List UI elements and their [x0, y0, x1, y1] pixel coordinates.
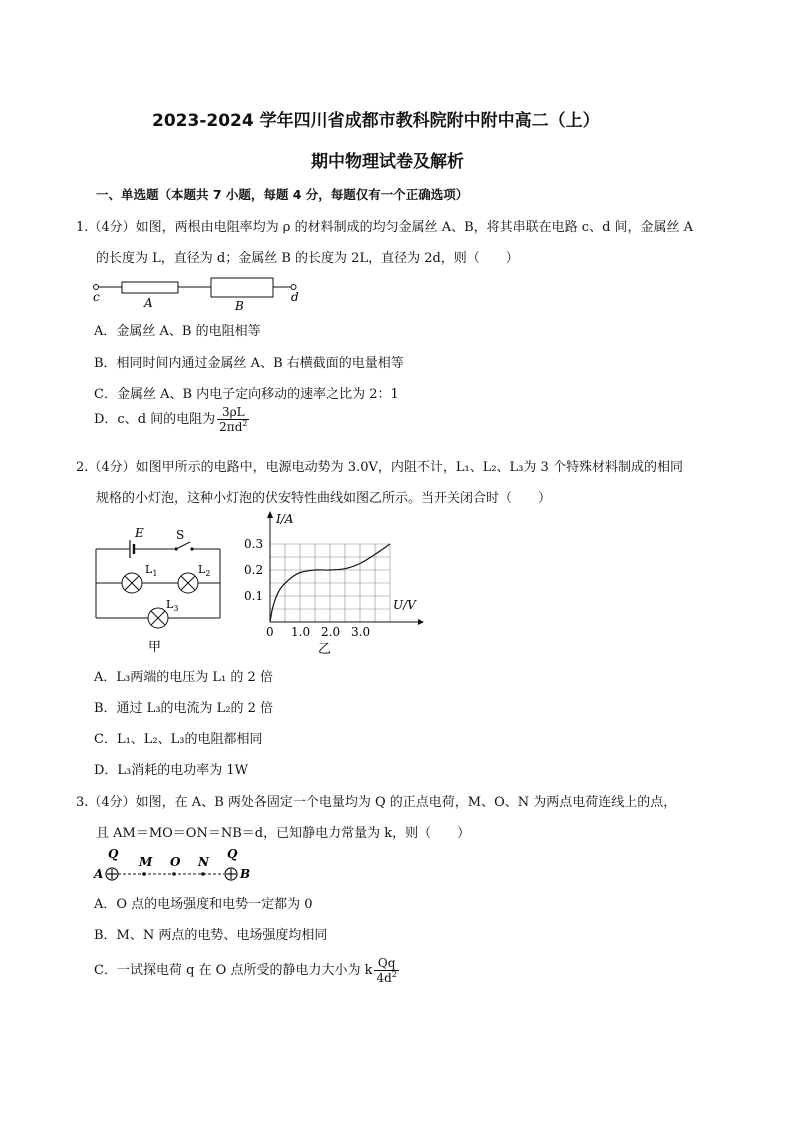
q3-option-a: A．O 点的电场强度和电势一定都为 0 — [94, 897, 313, 912]
y-axis-label: I/A — [276, 512, 294, 526]
q3-charge-figure — [90, 845, 260, 885]
q2-stem-line1: 2.（4分）如图甲所示的电路中，电源电动势为 3.0V，内阻不计，L₁、L₂、L₃为 3 个特殊材料制成的相同 — [76, 460, 683, 475]
q1-option-d-text: D．c、d 间的电阻为 — [94, 412, 216, 428]
q1-wire-figure — [88, 274, 308, 314]
y-tick-label: 0.3 — [244, 537, 264, 551]
label-m: M — [139, 855, 153, 869]
q3-stem-line2: 且 AM＝MO＝ON＝NB＝d，已知静电力常量为 k，则（ ） — [96, 826, 471, 841]
y-axis-arrow — [267, 511, 273, 518]
label-e: E — [135, 526, 144, 540]
x-axis-arrow — [418, 619, 424, 625]
label-b: B — [235, 299, 244, 313]
q1-stem-line2: 的长度为 L，直径为 d；金属丝 B 的长度为 2L，直径为 2d，则（ ） — [96, 251, 519, 266]
label-a: A — [94, 867, 104, 881]
label-l1: $L_1$ — [145, 563, 158, 578]
x-tick-label: 1.0 — [291, 625, 311, 639]
label-l2: $L_2$ — [198, 563, 211, 578]
q2-iv-graph — [240, 506, 430, 656]
point-m — [142, 872, 146, 876]
caption-yi: 乙 — [318, 642, 332, 656]
x-tick-label: 2.0 — [321, 625, 341, 639]
q3-option-b: B．M、N 两点的电势、电场强度均相同 — [94, 928, 328, 943]
wire-a-resistor — [122, 282, 178, 293]
label-q-left: Q — [108, 847, 119, 861]
label-o: O — [170, 855, 181, 869]
page-subtitle: 期中物理试卷及解析 — [311, 152, 464, 172]
y-tick-label: 0.1 — [244, 589, 264, 603]
q2-option-d: D．L₃消耗的电功率为 1W — [94, 763, 249, 778]
q1-stem-line1: 1.（4分）如图，两根由电阻率均为 ρ 的材料制成的均匀金属丝 A、B，将其串联在电路 c、d 间，金属丝 A — [76, 220, 694, 235]
fraction-numerator: Qq — [374, 957, 398, 971]
q2-circuit-figure — [90, 518, 230, 660]
caption-jia: 甲 — [148, 640, 162, 655]
q1-option-a: A．金属丝 A、B 的电阻相等 — [94, 324, 261, 339]
point-n — [201, 872, 205, 876]
q1-option-d-fraction — [217, 406, 249, 433]
label-n: N — [198, 855, 209, 869]
label-q-right: Q — [227, 847, 238, 861]
label-c: c — [93, 290, 100, 304]
q1-option-c: C．金属丝 A、B 内电子定向移动的速率之比为 2：1 — [94, 387, 399, 402]
q3-option-c-text: C．一试探电荷 q 在 O 点所受的静电力大小为 k — [94, 963, 373, 979]
q2-option-a: A．L₃两端的电压为 L₁ 的 2 倍 — [94, 670, 273, 685]
label-d: d — [291, 290, 299, 304]
label-s: S — [176, 528, 185, 542]
fraction-numerator: 3ρL — [217, 406, 249, 420]
origin-label: 0 — [266, 625, 274, 639]
point-o — [172, 872, 176, 876]
q2-option-b: B．通过 L₃的电流为 L₂的 2 倍 — [94, 701, 274, 716]
y-tick-label: 0.2 — [244, 563, 264, 577]
x-axis-label: U/V — [393, 598, 416, 612]
q2-stem-line2: 规格的小灯泡，这种小灯泡的伏安特性曲线如图乙所示。当开关闭合时（ ） — [96, 491, 552, 506]
q2-option-c: C．L₁、L₂、L₃的电阻都相同 — [94, 732, 263, 747]
q1-option-d — [94, 406, 249, 433]
x-tick-label: 3.0 — [351, 625, 371, 639]
page-title: 2023-2024 学年四川省成都市教科院附中附中高二（上） — [152, 111, 600, 131]
fraction-denominator: $2\pi d^2$ — [219, 418, 248, 434]
q3-option-c-fraction — [374, 957, 398, 984]
q1-option-b: B．相同时间内通过金属丝 A、B 右横截面的电量相等 — [94, 356, 404, 371]
switch-blade — [176, 542, 190, 549]
section-heading: 一、单选题（本题共 7 小题，每题 4 分，每题仅有一个正确选项） — [96, 187, 469, 202]
label-l3: $L_3$ — [166, 598, 179, 613]
label-b: B — [240, 867, 251, 881]
wire-b-resistor — [211, 278, 273, 297]
q3-stem-line1: 3.（4分）如图，在 A、B 两处各固定一个电量均为 Q 的正点电荷，M、O、N 为两点电荷连线上的点， — [76, 795, 677, 810]
label-a: A — [144, 296, 153, 310]
fraction-denominator: $4d^2$ — [376, 969, 397, 985]
q3-option-c — [94, 957, 399, 984]
